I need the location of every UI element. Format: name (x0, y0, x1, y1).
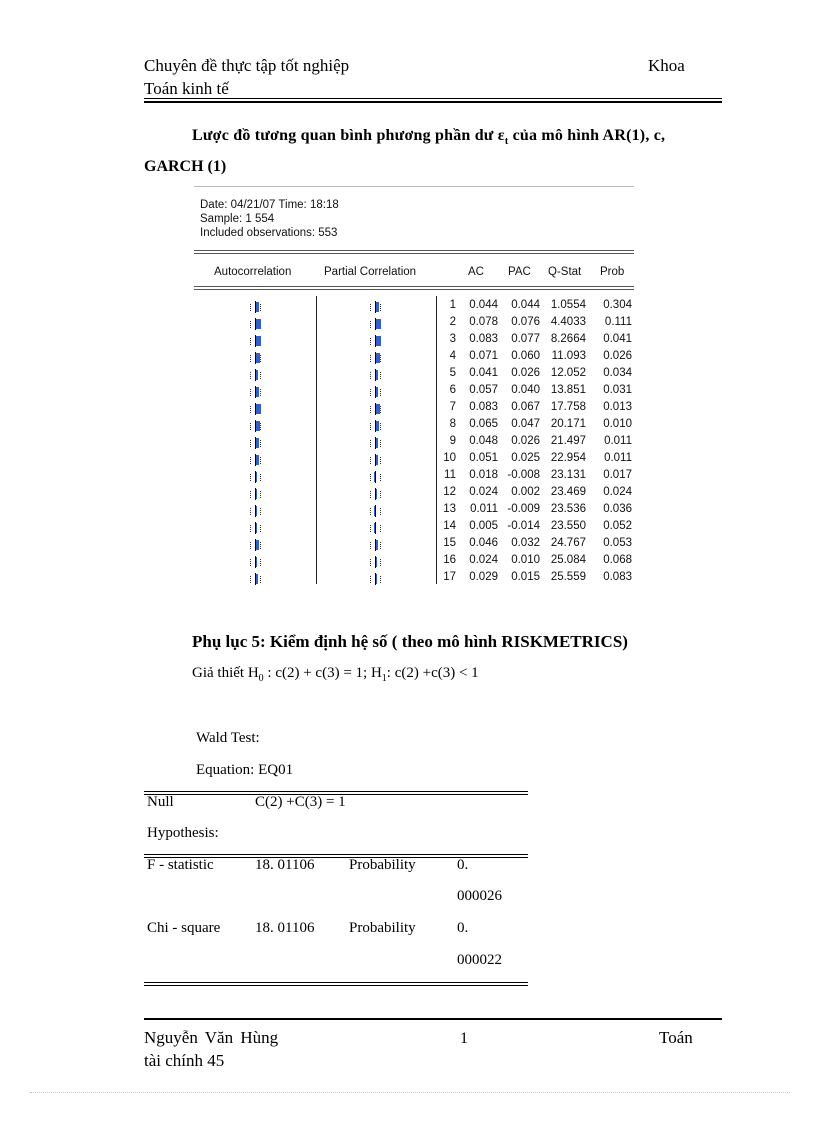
footer-class: tài chính 45 (144, 1051, 225, 1070)
prob-value: 0.304 (603, 299, 632, 311)
prob-value: 0.083 (603, 571, 632, 583)
ac-value: 0.018 (469, 469, 498, 481)
lag-value: 2 (449, 316, 456, 328)
correlogram-row (194, 316, 634, 333)
prob-value: 0.036 (603, 503, 632, 515)
qstat-value: 25.084 (550, 554, 586, 566)
correlogram-row (194, 469, 634, 486)
qstat-value: 17.758 (550, 401, 586, 413)
chi-prob-value-2: 000022 (457, 952, 502, 968)
header-left-line2: Toán kinh tế (144, 79, 229, 98)
correlogram-row (194, 571, 634, 588)
ac-value: 0.083 (469, 401, 498, 413)
lag-value: 8 (449, 418, 456, 430)
qstat-value: 23.131 (550, 469, 586, 481)
null-value: C(2) +C(3) = 1 (255, 794, 346, 810)
pac-value: 0.032 (511, 537, 540, 549)
rule-3 (194, 286, 634, 287)
hyp-text-c: : c(2) +c(3) < 1 (386, 665, 479, 681)
lag-value: 14 (443, 520, 456, 532)
pac-value: 0.077 (511, 333, 540, 345)
pac-value: 0.040 (511, 384, 540, 396)
prob-value: 0.052 (603, 520, 632, 532)
rule-1 (194, 250, 634, 251)
correlogram-row (194, 486, 634, 503)
footer-right: Toán (659, 1028, 693, 1047)
pac-value: 0.067 (511, 401, 540, 413)
correlogram-row (194, 554, 634, 571)
ac-value: 0.057 (469, 384, 498, 396)
rule-4 (194, 289, 634, 290)
prob-value: 0.053 (603, 537, 632, 549)
header-rule-bottom (144, 101, 722, 103)
col-prob: Prob (600, 266, 625, 278)
prob-value: 0.010 (603, 418, 632, 430)
correlogram-row (194, 418, 634, 435)
page-number: 1 (460, 1030, 468, 1047)
pac-value: 0.010 (511, 554, 540, 566)
pac-value: 0.060 (511, 350, 540, 362)
null-label: Null (147, 794, 174, 810)
ac-value: 0.051 (469, 452, 498, 464)
rule-2 (194, 253, 634, 254)
qstat-value: 4.4033 (550, 316, 586, 328)
pac-value: -0.008 (507, 469, 540, 481)
prob-value: 0.068 (603, 554, 632, 566)
correlogram-row (194, 503, 634, 520)
prob-value: 0.011 (604, 435, 632, 447)
ac-value: 0.078 (469, 316, 498, 328)
ac-value: 0.065 (469, 418, 498, 430)
footer-author: Nguyễn Văn Hùng (144, 1028, 279, 1047)
caption-line2: GARCH (1) (144, 158, 227, 175)
pac-value: 0.026 (511, 435, 540, 447)
correlogram-row (194, 452, 634, 469)
lag-value: 7 (449, 401, 456, 413)
hyp-sub-1: 1 (381, 673, 387, 684)
correlogram-row (194, 367, 634, 384)
correlogram-row (194, 384, 634, 401)
chi-prob-label: Probability (349, 920, 416, 936)
prob-value: 0.111 (604, 316, 632, 328)
wald-rule-6 (144, 985, 528, 986)
qstat-value: 21.497 (550, 435, 586, 447)
chi-label: Chi - square (147, 920, 221, 936)
correlogram-row (194, 299, 634, 316)
caption-text-a: Lược đồ tương quan bình phương phần dư ε (192, 127, 505, 144)
ac-value: 0.083 (469, 333, 498, 345)
qstat-value: 1.0554 (550, 299, 586, 311)
hyp-text-b: : c(2) + c(3) = 1; H (263, 665, 382, 681)
prob-value: 0.013 (603, 401, 632, 413)
wald-equation: Equation: EQ01 (196, 762, 294, 778)
qstat-value: 23.550 (550, 520, 586, 532)
lag-value: 4 (449, 350, 456, 362)
lag-value: 17 (443, 571, 456, 583)
pac-value: -0.014 (507, 520, 540, 532)
prob-value: 0.011 (604, 452, 632, 464)
lag-value: 11 (444, 469, 456, 481)
header-rule-top (144, 98, 722, 99)
col-pac: PAC (508, 266, 531, 278)
footer-rule (144, 1018, 722, 1020)
ac-value: 0.029 (469, 571, 498, 583)
lag-value: 3 (449, 333, 456, 345)
lag-value: 9 (449, 435, 456, 447)
ac-value: 0.044 (469, 299, 498, 311)
f-stat-label: F - statistic (147, 857, 214, 873)
wald-rule-5 (144, 982, 528, 983)
caption-text-b: của mô hình AR(1), c, (508, 127, 666, 144)
observations-line: Included observations: 553 (200, 227, 338, 239)
ac-value: 0.046 (469, 537, 498, 549)
header-title (144, 54, 349, 100)
lag-value: 15 (443, 537, 456, 549)
prob-value: 0.031 (603, 384, 632, 396)
header-left-line1: Chuyên đề thực tập tốt nghiệp (144, 56, 350, 75)
lag-value: 16 (443, 554, 456, 566)
chi-value: 18. 01106 (255, 920, 315, 936)
lag-value: 1 (449, 299, 456, 311)
footer-left (144, 1026, 278, 1072)
qstat-value: 12.052 (550, 367, 586, 379)
pac-value: 0.002 (511, 486, 540, 498)
header-right: Khoa (648, 56, 685, 75)
prob-value: 0.041 (603, 333, 632, 345)
qstat-value: 22.954 (550, 452, 586, 464)
ac-value: 0.048 (469, 435, 498, 447)
pac-value: 0.076 (511, 316, 540, 328)
hypothesis-line (192, 665, 479, 684)
hypothesis-label: Hypothesis: (147, 825, 219, 841)
f-prob-value-1: 0. (457, 857, 469, 873)
date-line: Date: 04/21/07 Time: 18:18 (200, 199, 339, 211)
ac-value: 0.024 (469, 554, 498, 566)
col-ac: AC (468, 266, 484, 278)
col-autocorrelation: Autocorrelation (214, 266, 292, 278)
ac-value: 0.071 (469, 350, 498, 362)
correlogram-top-rule (194, 186, 634, 187)
sample-line: Sample: 1 554 (200, 213, 275, 225)
qstat-value: 8.2664 (550, 333, 586, 345)
page-bottom-dots (30, 1092, 790, 1093)
qstat-value: 23.536 (550, 503, 586, 515)
hyp-text-a: Giả thiết H (192, 665, 259, 681)
ac-value: 0.024 (469, 486, 498, 498)
correlogram-row (194, 537, 634, 554)
chi-prob-value-1: 0. (457, 920, 469, 936)
qstat-value: 13.851 (550, 384, 586, 396)
qstat-value: 25.559 (550, 571, 586, 583)
qstat-value: 11.093 (551, 350, 586, 362)
col-partial-correlation: Partial Correlation (324, 266, 417, 278)
pac-value: 0.025 (511, 452, 540, 464)
correlogram-output (194, 186, 634, 586)
lag-value: 5 (449, 367, 456, 379)
pac-value: 0.015 (511, 571, 540, 583)
correlogram-row (194, 350, 634, 367)
wald-rule-3 (144, 854, 528, 855)
wald-title: Wald Test: (196, 730, 260, 746)
qstat-value: 24.767 (550, 537, 586, 549)
hyp-sub-0: 0 (258, 673, 264, 684)
correlogram-row (194, 401, 634, 418)
lag-value: 10 (443, 452, 456, 464)
f-prob-label: Probability (349, 857, 416, 873)
f-prob-value-2: 000026 (457, 888, 502, 904)
prob-value: 0.024 (603, 486, 632, 498)
qstat-value: 23.469 (550, 486, 586, 498)
correlogram-row (194, 435, 634, 452)
wald-rule-1 (144, 791, 528, 792)
lag-value: 13 (443, 503, 456, 515)
lag-value: 12 (443, 486, 456, 498)
col-qstat: Q-Stat (548, 266, 582, 278)
ac-value: 0.041 (469, 367, 498, 379)
prob-value: 0.026 (603, 350, 632, 362)
lag-value: 6 (449, 384, 456, 396)
appendix-title: Phụ lục 5: Kiểm định hệ số ( theo mô hình RISKMETRICS) (192, 632, 628, 651)
figure-caption (192, 127, 722, 147)
f-stat-value: 18. 01106 (255, 857, 315, 873)
qstat-value: 20.171 (550, 418, 586, 430)
caption-sub: t (504, 136, 509, 148)
correlogram-row (194, 520, 634, 537)
prob-value: 0.017 (603, 469, 632, 481)
ac-value: 0.011 (470, 503, 498, 515)
pac-value: -0.009 (507, 503, 540, 515)
pac-value: 0.044 (511, 299, 540, 311)
correlogram-row (194, 333, 634, 350)
ac-value: 0.005 (469, 520, 498, 532)
prob-value: 0.034 (603, 367, 632, 379)
pac-value: 0.026 (511, 367, 540, 379)
pac-value: 0.047 (511, 418, 540, 430)
